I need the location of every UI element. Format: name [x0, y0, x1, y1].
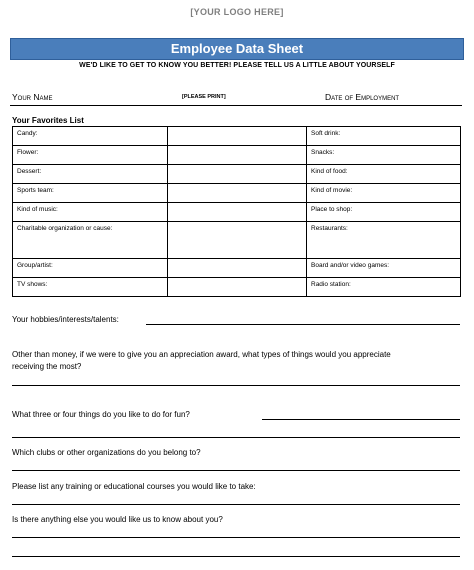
favorite-answer-blank[interactable] — [168, 259, 307, 278]
logo-placeholder: [YOUR LOGO HERE] — [190, 7, 284, 17]
favorite-label-right: Kind of movie: — [307, 184, 461, 203]
favorite-label-left: Sports team: — [13, 184, 168, 203]
clubs-answer-line[interactable] — [12, 470, 460, 471]
favorite-label-left: Group/artist: — [13, 259, 168, 278]
favorites-title: Your Favorites List — [12, 116, 84, 125]
hobbies-answer-line[interactable] — [146, 324, 460, 325]
favorite-label-left: TV shows: — [13, 278, 168, 297]
anything-else-answer-line-1[interactable] — [12, 537, 460, 538]
favorites-row — [13, 127, 461, 146]
favorites-row — [13, 259, 461, 278]
award-answer-line[interactable] — [12, 385, 460, 386]
favorite-answer-blank[interactable] — [168, 184, 307, 203]
favorite-label-left: Charitable organization or cause: — [13, 222, 168, 259]
fun-answer-line-2[interactable] — [12, 437, 460, 438]
favorite-label-left: Kind of music: — [13, 203, 168, 222]
favorite-answer-blank[interactable] — [168, 278, 307, 297]
subtitle: WE'D LIKE TO GET TO KNOW YOU BETTER! PLEASE TELL US A LITTLE ABOUT YOURSELF — [79, 62, 395, 69]
page-title: Employee Data Sheet — [10, 38, 464, 60]
favorites-row — [13, 222, 461, 259]
clubs-question: Which clubs or other organizations do you belong to? — [12, 448, 201, 457]
fun-answer-line-1[interactable] — [262, 419, 460, 420]
favorite-label-right: Kind of food: — [307, 165, 461, 184]
favorite-label-left: Flower: — [13, 146, 168, 165]
favorite-label-right: Board and/or video games: — [307, 259, 461, 278]
training-question: Please list any training or educational courses you would like to take: — [12, 482, 256, 491]
hobbies-question: Your hobbies/interests/talents: — [12, 315, 119, 324]
favorite-label-left: Dessert: — [13, 165, 168, 184]
favorite-label-left: Candy: — [13, 127, 168, 146]
anything-else-question: Is there anything else you would like us to know about you? — [12, 515, 223, 524]
favorite-answer-blank[interactable] — [168, 165, 307, 184]
favorite-label-right: Soft drink: — [307, 127, 461, 146]
award-question-line2: receiving the most? — [12, 362, 82, 371]
favorites-row — [13, 278, 461, 297]
favorite-answer-blank[interactable] — [168, 127, 307, 146]
favorite-label-right: Restaurants: — [307, 222, 461, 259]
favorite-answer-blank[interactable] — [168, 146, 307, 165]
your-name-label: Your Name — [12, 92, 53, 102]
favorites-table — [12, 126, 461, 297]
anything-else-answer-line-2[interactable] — [12, 556, 460, 557]
name-date-line — [10, 105, 462, 106]
favorite-answer-blank[interactable] — [168, 222, 307, 259]
favorites-row — [13, 165, 461, 184]
favorites-row — [13, 203, 461, 222]
favorites-row — [13, 184, 461, 203]
favorites-row — [13, 146, 461, 165]
favorite-answer-blank[interactable] — [168, 203, 307, 222]
please-print-note: [PLEASE PRINT] — [182, 94, 226, 100]
favorite-label-right: Place to shop: — [307, 203, 461, 222]
favorite-label-right: Snacks: — [307, 146, 461, 165]
favorite-label-right: Radio station: — [307, 278, 461, 297]
date-of-employment-label: Date of Employment — [325, 92, 400, 102]
training-answer-line[interactable] — [12, 504, 460, 505]
award-question-line1: Other than money, if we were to give you an appreciation award, what types of things would you appreciate — [12, 350, 391, 359]
fun-question: What three or four things do you like to do for fun? — [12, 410, 190, 419]
